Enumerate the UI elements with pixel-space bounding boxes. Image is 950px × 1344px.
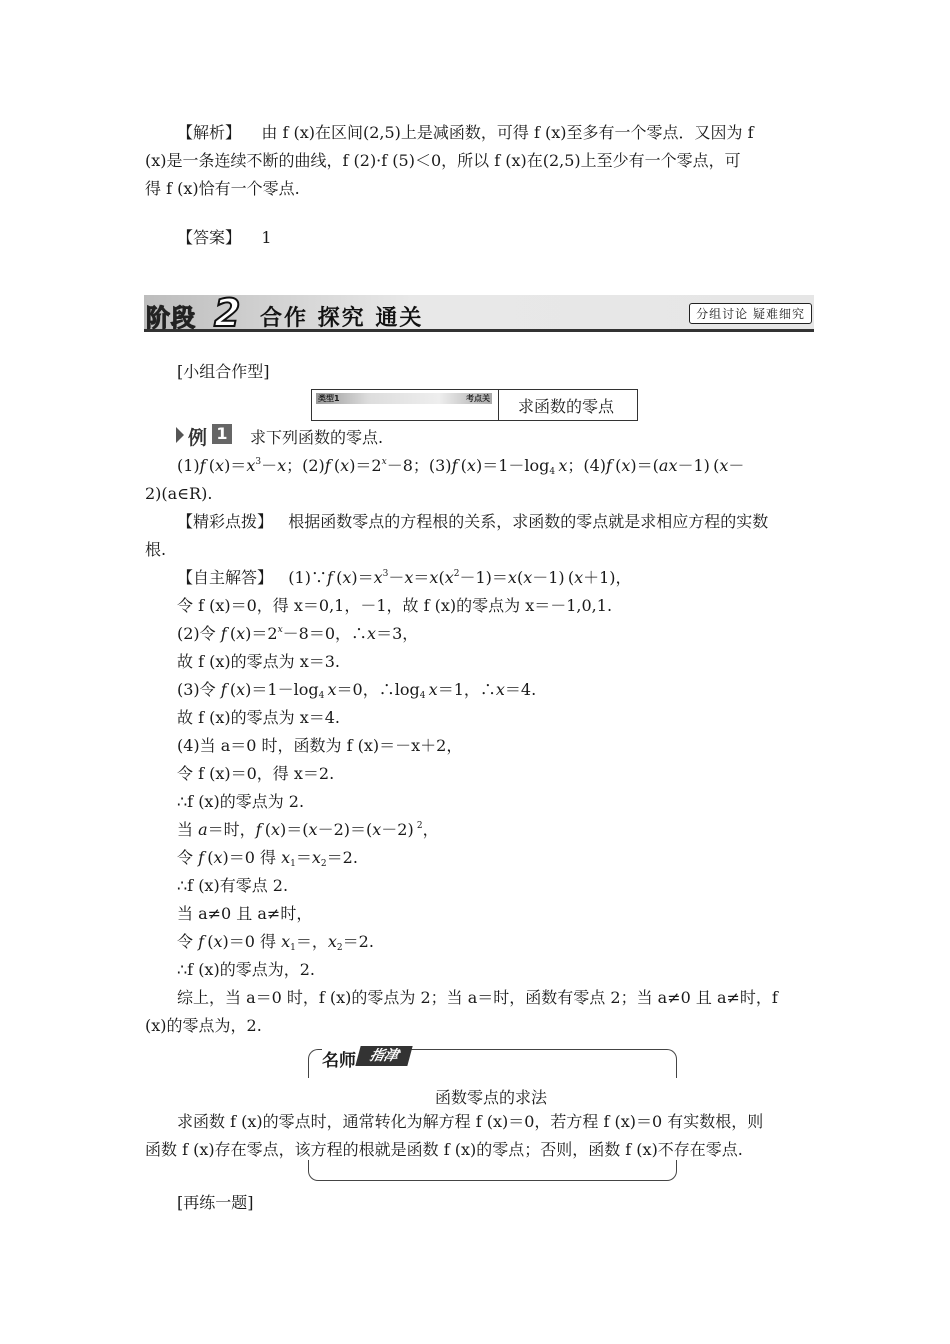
solution-line-2: 令 f (x)＝0，得 x＝0,1，－1，故 f (x)的零点为 x＝－1,0,1. — [177, 596, 613, 615]
analysis-line-1 — [177, 123, 754, 143]
answer-value: 1 — [261, 228, 272, 247]
stage-label: 阶段 — [146, 304, 196, 332]
type-box — [311, 389, 638, 421]
teacher-tag: 指津 — [355, 1046, 412, 1066]
solution-line-6: 故 f (x)的零点为 x＝4. — [177, 708, 340, 727]
teacher-line-1: 求函数 f (x)的零点时，通常转化为解方程 f (x)＝0，若方程 f (x)＝0 有实数根，则 — [177, 1112, 764, 1131]
solution-line-3: (2)令 f $(x)=2^x-8=0$，∴x＝3， — [177, 624, 419, 643]
group-type: [小组合作型] — [177, 362, 270, 381]
solution-line-13: 当 a≠0 且 a≠时， — [177, 904, 313, 923]
solution-line-12: ∴f (x)有零点 2. — [177, 876, 289, 895]
solution-line-15: ∴f (x)的零点为，2. — [177, 960, 315, 979]
solution-line-11: 令 f (x)＝0 得 $x_1=x_2=2$. — [177, 848, 358, 869]
summary-line-2: (x)的零点为，2. — [145, 1016, 262, 1035]
solution-label: 【自主解答】 — [177, 568, 274, 587]
solution-line-7: (4)当 a＝0 时，函数为 f (x)＝－x＋2， — [177, 736, 463, 755]
type-box-title: 求函数的零点 — [518, 397, 615, 416]
example-tail: 2)(a∈R). — [145, 484, 213, 503]
banner-title: 合作 探究 通关 — [260, 306, 424, 331]
solution-line-5: (3)令 f $(x)=1-\log_4$ x＝0，$\therefore\log_4$ x＝1，∴x＝4. — [177, 680, 537, 701]
analysis-line-3: 得 f (x)恰有一个零点. — [145, 179, 300, 198]
practice-label: [再练一题] — [177, 1193, 254, 1212]
hint-text-1: 根据函数零点的方程根的关系，求函数的零点就是求相应方程的实数 — [288, 512, 769, 531]
hint-line-1 — [177, 512, 768, 532]
stage-number: 2 — [214, 291, 241, 335]
hint-label: 【精彩点拨】 — [177, 512, 274, 531]
example-number: 1 — [212, 424, 232, 444]
arrow-icon — [176, 427, 184, 443]
analysis-line-2: (x)是一条连续不断的曲线，f (2)·f (5)＜0，所以 f (x)在(2,5)上至少有一个零点，可 — [145, 151, 741, 170]
solution-line-8: 令 f (x)＝0，得 x＝2. — [177, 764, 335, 783]
solution-line-4: 故 f (x)的零点为 x＝3. — [177, 652, 340, 671]
example-prompt: 求下列函数的零点. — [250, 428, 384, 447]
stage-banner — [144, 291, 814, 335]
type-box-left-label: 类型1 — [318, 394, 340, 403]
analysis-label: 【解析】 — [177, 123, 242, 142]
answer-line — [177, 228, 272, 248]
solution-line-1: 【自主解答】 (1)∵f $(x)=x^3-x=x(x^2-1)=x(x-1)$ (x＋1)， — [177, 568, 632, 587]
summary-line-1: 综上，当 a＝0 时，f (x)的零点为 2；当 a＝时，函数有零点 2；当 a≠0 且 a≠时，f — [177, 988, 778, 1007]
solution-line-10: 当 a＝时，f (x)＝(x－2)＝(x－2) $^2$， — [177, 820, 439, 839]
answer-label: 【答案】 — [177, 228, 242, 247]
type-box-header — [312, 390, 499, 421]
example-label — [176, 424, 234, 449]
solution-line-14: 令 f (x)＝0 得 $x_1=$，$x_2=2$. — [177, 932, 374, 953]
teacher-title: 函数零点的求法 — [435, 1088, 548, 1107]
teacher-box-bottom — [308, 1160, 677, 1181]
type-box-right-label: 考点关 — [466, 394, 490, 403]
example-label-text: 例 — [188, 427, 208, 449]
example-functions: (1)f $(x)=x^3-x$；(2)f $(x)=2^x-8$；(3)f $(x)=1-\log_4$ x；(4)f (x)＝(ax－1) (x－ — [177, 456, 745, 477]
hint-line-2: 根. — [145, 540, 167, 559]
teacher-line-2: 函数 f (x)存在零点，该方程的根就是函数 f (x)的零点；否则，函数 f (x)不存在零点. — [145, 1140, 743, 1159]
solution-line-9: ∴f (x)的零点为 2. — [177, 792, 305, 811]
analysis-text-1: 由 f (x)在区间(2,5)上是减函数，可得 f (x)至多有一个零点．又因为 f — [261, 123, 754, 142]
teacher-label: 名师 — [322, 1046, 360, 1071]
banner-tag: 分组讨论 疑难细究 — [689, 303, 812, 324]
